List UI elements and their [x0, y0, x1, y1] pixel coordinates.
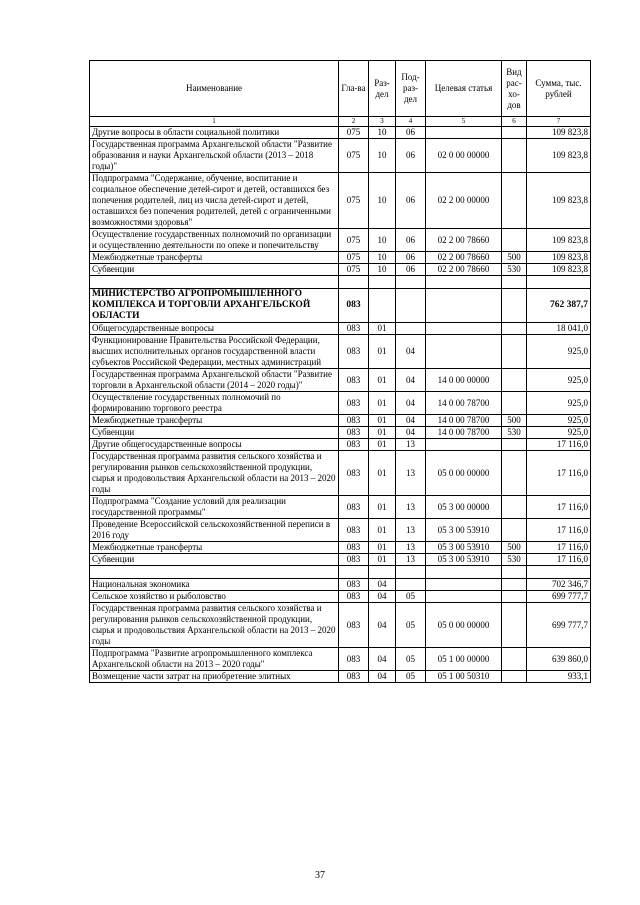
- cell-chapter: 083: [339, 392, 369, 415]
- cell-target-article: [426, 439, 502, 451]
- cell-expense-type: 530: [502, 264, 527, 276]
- empty-cell: [339, 276, 369, 289]
- table-row: [90, 648, 591, 671]
- table-row: [90, 496, 591, 519]
- table-row: [90, 289, 591, 323]
- cell-subsection: 13: [396, 439, 426, 451]
- empty-cell: [369, 276, 396, 289]
- table-row: [90, 323, 591, 335]
- cell-chapter: 075: [339, 264, 369, 276]
- cell-sum: 109 823,8: [527, 252, 591, 264]
- cell-target-article: 14 0 00 78700: [426, 415, 502, 427]
- cell-subsection: 04: [396, 392, 426, 415]
- cell-chapter: 075: [339, 252, 369, 264]
- cell-expense-type: [502, 323, 527, 335]
- cell-section: 01: [369, 392, 396, 415]
- cell-subsection: 05: [396, 591, 426, 603]
- cell-expense-type: 500: [502, 252, 527, 264]
- header-number: 7: [527, 117, 591, 127]
- cell-subsection: 04: [396, 415, 426, 427]
- cell-target-article: [426, 335, 502, 369]
- cell-expense-type: 530: [502, 427, 527, 439]
- cell-chapter: 083: [339, 519, 369, 542]
- table-row: [90, 554, 591, 566]
- cell-chapter: 083: [339, 542, 369, 554]
- cell-expense-type: [502, 127, 527, 139]
- cell-section: [369, 289, 396, 323]
- cell-chapter: 083: [339, 671, 369, 683]
- cell-name: Государственная программа развития сельского хозяйства и регулирования рынков сельскохозяйственной продукции, сырья и продовольствия Архангельской области на 2013 – 2020 годы: [90, 603, 339, 648]
- cell-sum: 702 346,7: [527, 579, 591, 591]
- cell-chapter: 075: [339, 173, 369, 229]
- cell-expense-type: [502, 671, 527, 683]
- header-expense-type: Вид рас-хо-дов: [502, 61, 527, 117]
- cell-name: Осуществление государственных полномочий по формированию торгового реестра: [90, 392, 339, 415]
- table-row: [90, 415, 591, 427]
- cell-name: Возмещение части затрат на приобретение элитных: [90, 671, 339, 683]
- header-number: 6: [502, 117, 527, 127]
- table-row: [90, 519, 591, 542]
- cell-section: 04: [369, 603, 396, 648]
- cell-chapter: 083: [339, 427, 369, 439]
- cell-chapter: 083: [339, 335, 369, 369]
- empty-cell: [426, 566, 502, 579]
- cell-expense-type: [502, 603, 527, 648]
- cell-sum: 109 823,8: [527, 139, 591, 173]
- cell-expense-type: [502, 229, 527, 252]
- table-row: [90, 264, 591, 276]
- cell-sum: 109 823,8: [527, 229, 591, 252]
- table-row: [90, 369, 591, 392]
- cell-target-article: [426, 323, 502, 335]
- table-row: [90, 439, 591, 451]
- cell-name: Государственная программа Архангельской области "Развитие образования и науки Архангельской области (2013 – 2018 годы)": [90, 139, 339, 173]
- cell-subsection: 06: [396, 252, 426, 264]
- cell-subsection: 06: [396, 229, 426, 252]
- cell-sum: 925,0: [527, 335, 591, 369]
- empty-cell: [527, 566, 591, 579]
- empty-cell: [527, 276, 591, 289]
- table-row: [90, 427, 591, 439]
- cell-expense-type: [502, 591, 527, 603]
- cell-target-article: [426, 591, 502, 603]
- cell-subsection: 13: [396, 542, 426, 554]
- cell-target-article: 02 2 00 78660: [426, 252, 502, 264]
- table-row: [90, 252, 591, 264]
- cell-subsection: 04: [396, 335, 426, 369]
- cell-expense-type: [502, 369, 527, 392]
- cell-section: 10: [369, 252, 396, 264]
- spacer-row: [90, 566, 591, 579]
- cell-name: Другие общегосударственные вопросы: [90, 439, 339, 451]
- cell-sum: 762 387,7: [527, 289, 591, 323]
- cell-target-article: 02 0 00 00000: [426, 139, 502, 173]
- cell-chapter: 083: [339, 451, 369, 496]
- cell-subsection: 13: [396, 451, 426, 496]
- cell-subsection: 13: [396, 519, 426, 542]
- cell-target-article: 05 3 00 53910: [426, 554, 502, 566]
- cell-name: Осуществление государственных полномочий по организации и осуществлению деятельности по опеке и попечительству: [90, 229, 339, 252]
- cell-name: Другие вопросы в области социальной политики: [90, 127, 339, 139]
- cell-sum: 109 823,8: [527, 127, 591, 139]
- cell-expense-type: [502, 451, 527, 496]
- cell-chapter: 083: [339, 648, 369, 671]
- cell-subsection: 05: [396, 603, 426, 648]
- header-number: 3: [369, 117, 396, 127]
- cell-name: Межбюджетные трансферты: [90, 415, 339, 427]
- cell-name: Государственная программа развития сельского хозяйства и регулирования рынков сельскохозяйственной продукции, сырья и продовольствия Архангельской области на 2013 – 2020 годы: [90, 451, 339, 496]
- header-number: 2: [339, 117, 369, 127]
- cell-subsection: 04: [396, 369, 426, 392]
- cell-target-article: 02 2 00 00000: [426, 173, 502, 229]
- header-number: 5: [426, 117, 502, 127]
- cell-subsection: [396, 323, 426, 335]
- table-row: [90, 671, 591, 683]
- empty-cell: [396, 276, 426, 289]
- cell-expense-type: 500: [502, 415, 527, 427]
- cell-section: 01: [369, 427, 396, 439]
- cell-sum: 925,0: [527, 392, 591, 415]
- table-row: [90, 591, 591, 603]
- cell-name: Функционирование Правительства Российской Федерации, высших исполнительных органов государственной власти субъектов Российской Федерации, местных администраций: [90, 335, 339, 369]
- cell-sum: 639 860,0: [527, 648, 591, 671]
- header-numbers-row: [90, 117, 591, 127]
- cell-chapter: 075: [339, 229, 369, 252]
- page-number: 37: [315, 870, 325, 881]
- cell-subsection: 04: [396, 427, 426, 439]
- header-chapter: Гла-ва: [339, 61, 369, 117]
- cell-subsection: 06: [396, 264, 426, 276]
- header-sum: Сумма, тыс. рублей: [527, 61, 591, 117]
- table-row: [90, 173, 591, 229]
- cell-section: 01: [369, 369, 396, 392]
- cell-subsection: 06: [396, 127, 426, 139]
- empty-cell: [502, 276, 527, 289]
- cell-chapter: 083: [339, 369, 369, 392]
- cell-sum: 17 116,0: [527, 542, 591, 554]
- cell-subsection: [396, 579, 426, 591]
- empty-cell: [339, 566, 369, 579]
- cell-target-article: 05 1 00 00000: [426, 648, 502, 671]
- cell-subsection: 13: [396, 496, 426, 519]
- cell-section: 10: [369, 139, 396, 173]
- cell-target-article: 02 2 00 78660: [426, 264, 502, 276]
- cell-target-article: 05 1 00 50310: [426, 671, 502, 683]
- table-row: [90, 603, 591, 648]
- cell-expense-type: 500: [502, 542, 527, 554]
- cell-subsection: 05: [396, 671, 426, 683]
- cell-section: 01: [369, 542, 396, 554]
- cell-sum: 699 777,7: [527, 591, 591, 603]
- cell-sum: 699 777,7: [527, 603, 591, 648]
- cell-name: Субвенции: [90, 264, 339, 276]
- cell-chapter: 083: [339, 415, 369, 427]
- cell-section: 01: [369, 519, 396, 542]
- cell-section: 01: [369, 496, 396, 519]
- cell-expense-type: [502, 648, 527, 671]
- cell-expense-type: 530: [502, 554, 527, 566]
- cell-name: Межбюджетные трансферты: [90, 252, 339, 264]
- cell-sum: 17 116,0: [527, 451, 591, 496]
- cell-target-article: 05 3 00 53910: [426, 542, 502, 554]
- cell-chapter: 083: [339, 554, 369, 566]
- cell-target-article: 14 0 00 00000: [426, 369, 502, 392]
- cell-name: Субвенции: [90, 427, 339, 439]
- cell-target-article: 05 0 00 00000: [426, 603, 502, 648]
- cell-chapter: 075: [339, 139, 369, 173]
- header-number: 4: [396, 117, 426, 127]
- header-subsection: Под-раз-дел: [396, 61, 426, 117]
- spacer-row: [90, 276, 591, 289]
- cell-name: Сельское хозяйство и рыболовство: [90, 591, 339, 603]
- cell-target-article: [426, 289, 502, 323]
- cell-expense-type: [502, 496, 527, 519]
- cell-subsection: 13: [396, 554, 426, 566]
- cell-section: 01: [369, 554, 396, 566]
- cell-name: Межбюджетные трансферты: [90, 542, 339, 554]
- cell-expense-type: [502, 173, 527, 229]
- cell-section: 01: [369, 415, 396, 427]
- table-row: [90, 451, 591, 496]
- cell-chapter: 083: [339, 289, 369, 323]
- cell-section: 04: [369, 579, 396, 591]
- empty-cell: [369, 566, 396, 579]
- table-row: [90, 335, 591, 369]
- cell-name: Подпрограмма "Развитие агропромышленного комплекса Архангельской области на 2013 – 2020 годы": [90, 648, 339, 671]
- cell-name: Подпрограмма "Создание условий для реализации государственной программы": [90, 496, 339, 519]
- cell-sum: 109 823,8: [527, 264, 591, 276]
- cell-chapter: 083: [339, 439, 369, 451]
- cell-expense-type: [502, 519, 527, 542]
- table-body: [90, 127, 591, 683]
- cell-sum: 925,0: [527, 415, 591, 427]
- cell-subsection: 06: [396, 173, 426, 229]
- header-number: 1: [90, 117, 339, 127]
- cell-name: Проведение Всероссийской сельскохозяйственной переписи в 2016 году: [90, 519, 339, 542]
- cell-expense-type: [502, 439, 527, 451]
- empty-cell: [502, 566, 527, 579]
- table-row: [90, 139, 591, 173]
- table-row: [90, 542, 591, 554]
- cell-section: 10: [369, 127, 396, 139]
- cell-expense-type: [502, 579, 527, 591]
- table-row: [90, 127, 591, 139]
- cell-subsection: [396, 289, 426, 323]
- cell-section: 04: [369, 671, 396, 683]
- cell-section: 10: [369, 229, 396, 252]
- cell-expense-type: [502, 139, 527, 173]
- cell-target-article: 14 0 00 78700: [426, 427, 502, 439]
- cell-target-article: 05 0 00 00000: [426, 451, 502, 496]
- cell-chapter: 083: [339, 603, 369, 648]
- cell-section: 04: [369, 591, 396, 603]
- cell-sum: 109 823,8: [527, 173, 591, 229]
- cell-subsection: 06: [396, 139, 426, 173]
- header-section: Раз-дел: [369, 61, 396, 117]
- cell-name: Подпрограмма "Содержание, обучение, воспитание и социальное обеспечение детей-сирот и детей, оставшихся без попечения родителей, лиц из числа детей-сирот и детей, оставшихся без попечения родителей, детей с ограниченными возможностями здоровья": [90, 173, 339, 229]
- cell-target-article: [426, 127, 502, 139]
- cell-section: 01: [369, 323, 396, 335]
- cell-section: 01: [369, 335, 396, 369]
- cell-sum: 925,0: [527, 369, 591, 392]
- header-target-article: Целевая статья: [426, 61, 502, 117]
- cell-section: 01: [369, 439, 396, 451]
- cell-target-article: 14 0 00 78700: [426, 392, 502, 415]
- cell-sum: 17 116,0: [527, 554, 591, 566]
- cell-name: Общегосударственные вопросы: [90, 323, 339, 335]
- cell-target-article: [426, 579, 502, 591]
- empty-cell: [426, 276, 502, 289]
- cell-sum: 18 041,0: [527, 323, 591, 335]
- cell-chapter: 075: [339, 127, 369, 139]
- cell-target-article: 05 3 00 00000: [426, 496, 502, 519]
- cell-target-article: 05 3 00 53910: [426, 519, 502, 542]
- cell-expense-type: [502, 289, 527, 323]
- table-row: [90, 392, 591, 415]
- cell-sum: 933,1: [527, 671, 591, 683]
- cell-section: 10: [369, 264, 396, 276]
- cell-sum: 17 116,0: [527, 439, 591, 451]
- table-row: [90, 579, 591, 591]
- cell-target-article: 02 2 00 78660: [426, 229, 502, 252]
- cell-sum: 925,0: [527, 427, 591, 439]
- cell-chapter: 083: [339, 591, 369, 603]
- cell-name: Национальная экономика: [90, 579, 339, 591]
- cell-sum: 17 116,0: [527, 519, 591, 542]
- cell-section: 01: [369, 451, 396, 496]
- empty-cell: [90, 276, 339, 289]
- budget-table: [89, 60, 591, 683]
- cell-expense-type: [502, 335, 527, 369]
- cell-subsection: 05: [396, 648, 426, 671]
- cell-section: 10: [369, 173, 396, 229]
- table-row: [90, 229, 591, 252]
- cell-chapter: 083: [339, 496, 369, 519]
- empty-cell: [396, 566, 426, 579]
- empty-cell: [90, 566, 339, 579]
- header-row: [90, 61, 591, 117]
- cell-chapter: 083: [339, 579, 369, 591]
- cell-chapter: 083: [339, 323, 369, 335]
- cell-name: МИНИСТЕРСТВО АГРОПРОМЫШЛЕННОГО КОМПЛЕКСА И ТОРГОВЛИ АРХАНГЕЛЬСКОЙ ОБЛАСТИ: [90, 289, 339, 323]
- cell-expense-type: [502, 392, 527, 415]
- cell-sum: 17 116,0: [527, 496, 591, 519]
- cell-name: Государственная программа Архангельской области "Развитие торговли в Архангельской области (2014 – 2020 годы)": [90, 369, 339, 392]
- cell-name: Субвенции: [90, 554, 339, 566]
- header-name: Наименование: [90, 61, 339, 117]
- cell-section: 04: [369, 648, 396, 671]
